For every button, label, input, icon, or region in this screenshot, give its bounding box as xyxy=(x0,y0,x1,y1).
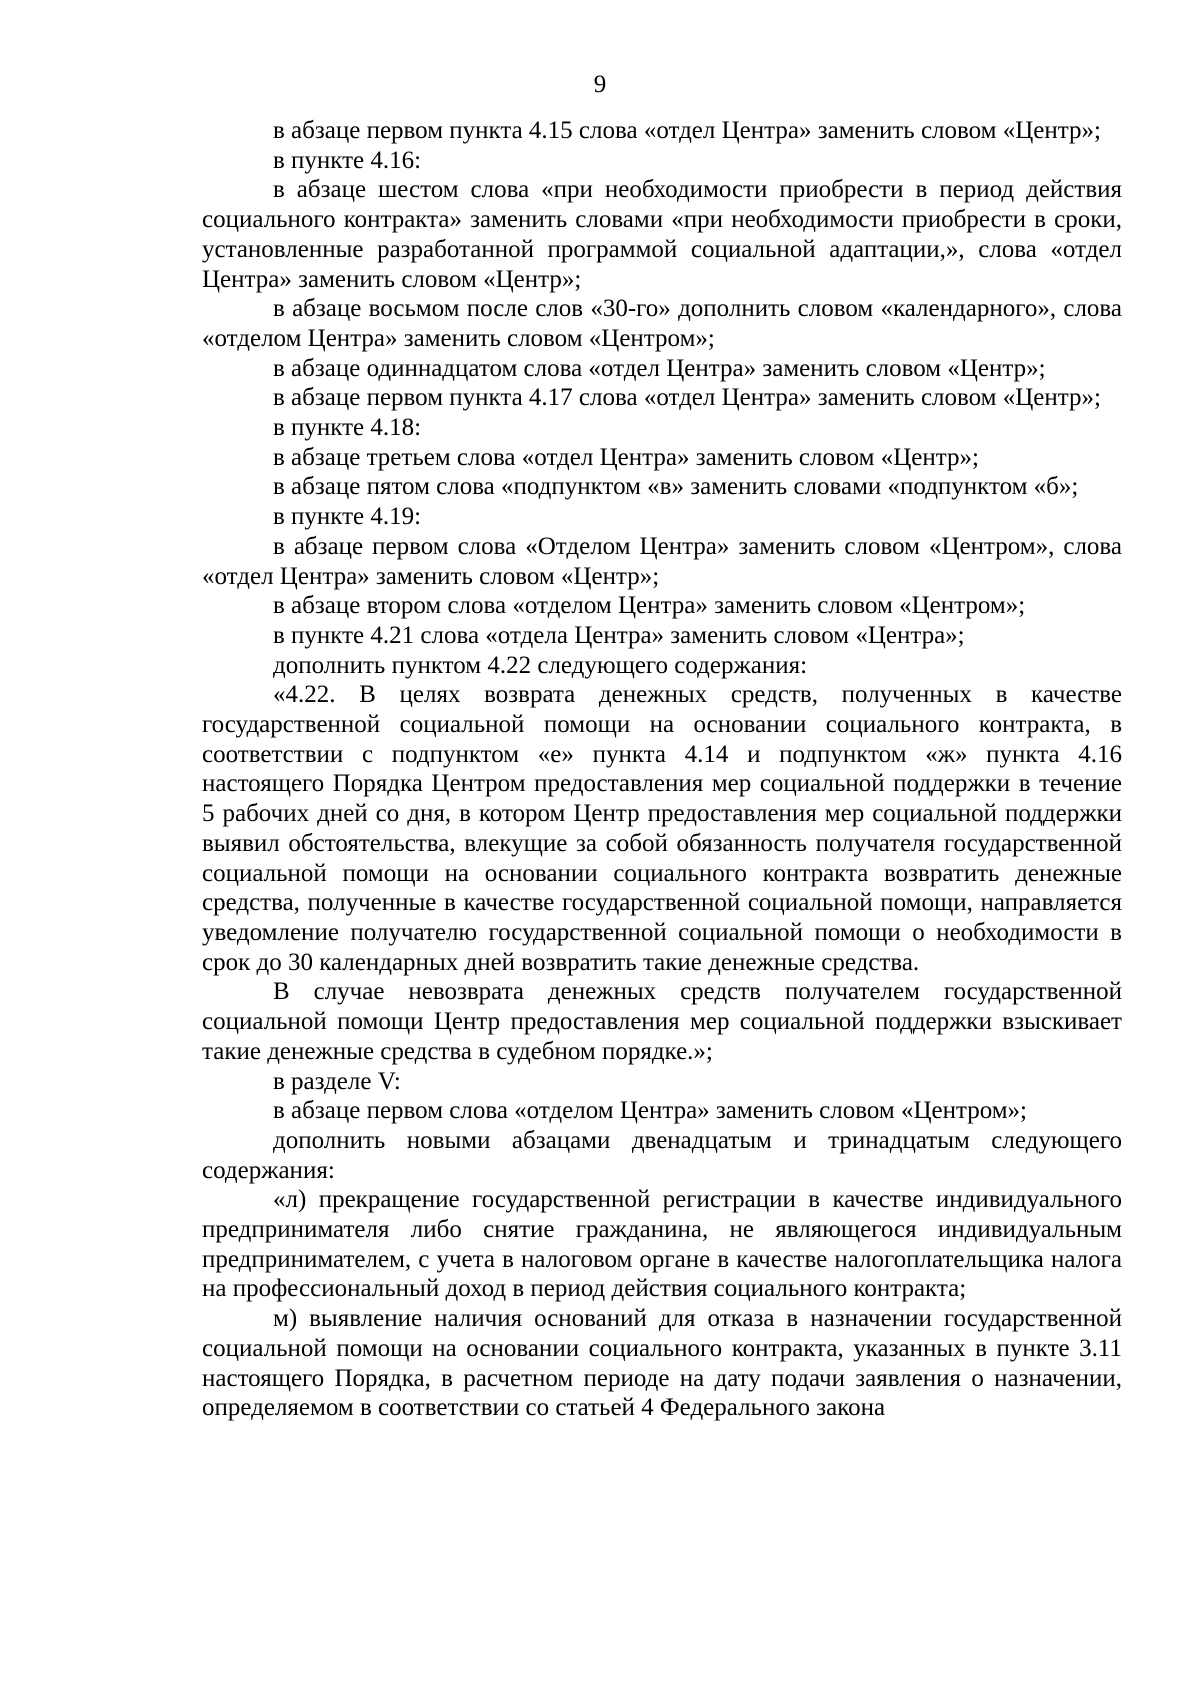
paragraph: дополнить новыми абзацами двенадцатым и тринадцатым следующего содержания: xyxy=(202,1126,1122,1184)
paragraph: в абзаце первом слова «Отделом Центра» заменить словом «Центром», слова «отдел Центра» заменить словом «Центр»; xyxy=(202,532,1122,590)
paragraph: в пункте 4.16: xyxy=(273,146,422,174)
page-number: 9 xyxy=(593,71,607,98)
document-body xyxy=(202,116,1122,1423)
paragraph: в разделе V: xyxy=(273,1067,401,1095)
paragraph: в абзаце восьмом после слов «30-го» дополнить словом «календарного», слова «отделом Центра» заменить словом «Центром»; xyxy=(202,295,1122,352)
paragraph: в пункте 4.18: xyxy=(273,414,422,442)
paragraph: м) выявление наличия оснований для отказа в назначении государственной социальной помощи на основании социального контракта, указанных в пункте 3.11 настоящего Порядка, в расчетном периоде на дату подачи заявления о назначении, определяемом в соответствии со статьей 4 Федерального закона xyxy=(202,1305,1122,1422)
paragraph: в абзаце первом пункта 4.17 слова «отдел Центра» заменить словом «Центр»; xyxy=(273,384,1101,412)
paragraph: в абзаце первом слова «отделом Центра» заменить словом «Центром»; xyxy=(273,1097,1027,1125)
paragraph: в абзаце третьем слова «отдел Центра» заменить словом «Центр»; xyxy=(273,443,979,471)
paragraph: в пункте 4.21 слова «отдела Центра» заменить словом «Центра»; xyxy=(273,621,965,649)
paragraph: В случае невозврата денежных средств получателем государственной социальной помощи Центр предоставления мер социальной поддержки взыскивает такие денежные средства в судебном порядке.»; xyxy=(202,978,1122,1065)
paragraph: в абзаце шестом слова «при необходимости приобрести в период действия социального контракта» заменить словами «при необходимости приобрести в сроки, установленные разработанной программой социальной адаптации,», слова «отдел Центра» заменить словом «Центр»; xyxy=(202,176,1122,293)
paragraph: в пункте 4.19: xyxy=(273,503,422,531)
paragraph: в абзаце пятом слова «подпунктом «в» заменить словами «подпунктом «б»; xyxy=(273,473,1079,501)
paragraph: «л) прекращение государственной регистрации в качестве индивидуального предпринимателя либо снятие гражданина, не являющегося индивидуальным предпринимателем, с учета в налоговом органе в качестве налогоплательщика налога на профессиональный доход в период действия социального контракта; xyxy=(202,1186,1122,1303)
paragraph: «4.22. В целях возврата денежных средств, полученных в качестве государственной социальной помощи на основании социального контракта, в соответствии с подпунктом «е» пункта 4.14 и подпунктом «ж» пункта 4.16 настоящего Порядка Центром предоставления мер социальной поддержки в течение 5 рабочих дней со дня, в котором Центр предоставления мер социальной поддержки выявил обстоятельства, влекущие за собой обязанность получателя государственной социальной помощи на основании социального контракта возвратить денежные средства, полученные в качестве государственной социальной помощи, направляется уведомление получателю государственной социальной помощи о необходимости в срок до 30 календарных дней возвратить такие денежные средства. xyxy=(202,681,1122,976)
paragraph: в абзаце первом пункта 4.15 слова «отдел Центра» заменить словом «Центр»; xyxy=(273,117,1101,144)
paragraph: в абзаце втором слова «отделом Центра» заменить словом «Центром»; xyxy=(273,592,1026,620)
paragraph: дополнить пунктом 4.22 следующего содержания: xyxy=(273,651,808,679)
paragraph: в абзаце одиннадцатом слова «отдел Центра» заменить словом «Центр»; xyxy=(273,354,1046,382)
